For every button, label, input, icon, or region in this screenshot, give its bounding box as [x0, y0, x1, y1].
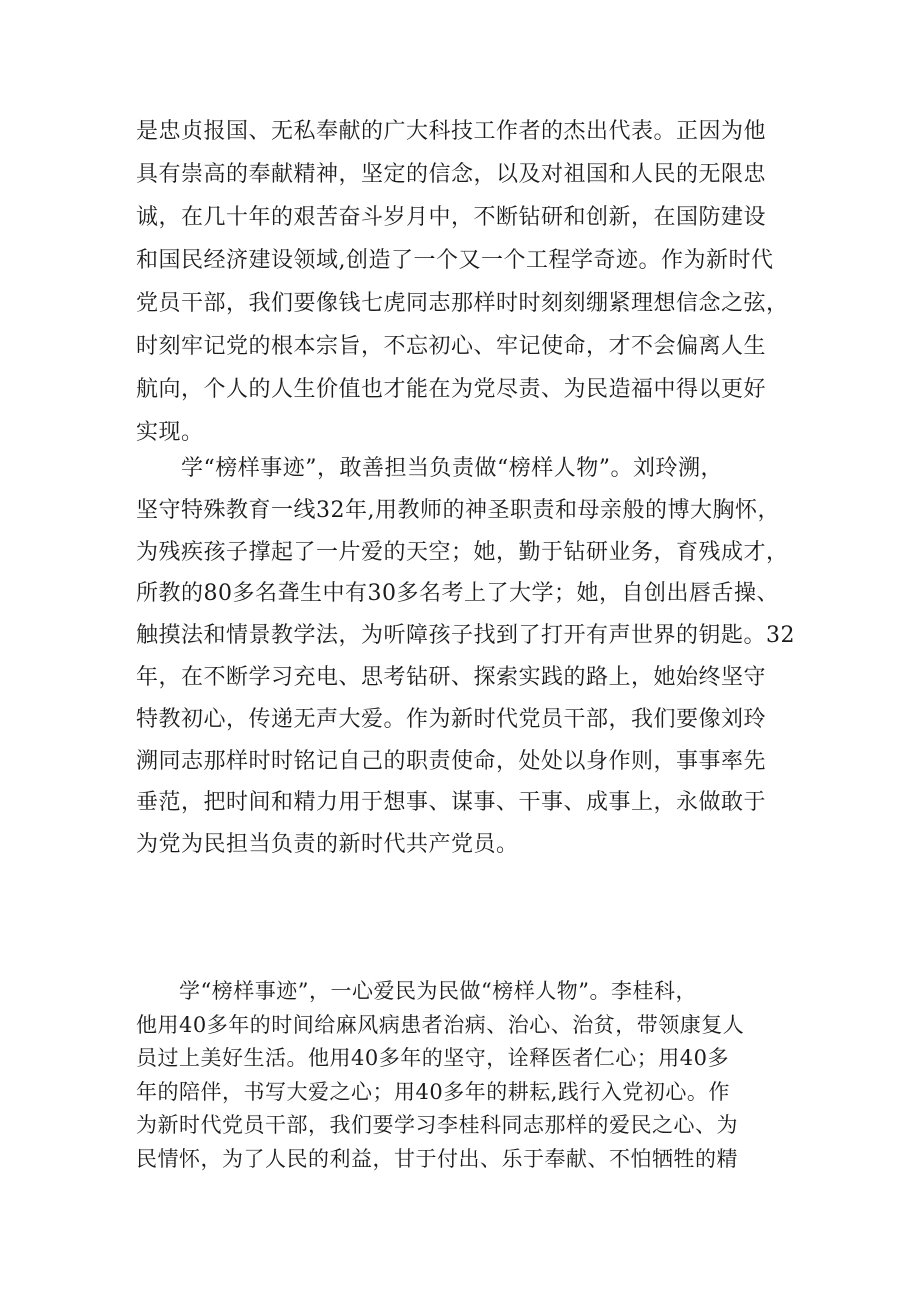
text-line: 时刻牢记党的根本宗旨，不忘初心、牢记使命，才不会偏离人生 — [136, 334, 767, 359]
text-line: 所教的80多名聋生中有30多名考上了大学；她，自创出唇舌操、 — [136, 581, 779, 607]
paragraph-2 — [136, 448, 796, 866]
text-line: 诚，在几十年的艰苦奋斗岁月中，不断钻研和创新，在国防建设 — [136, 205, 767, 230]
text-line: 航向，个人的人生价值也才能在为党尽责、为民造福中得以更好 — [136, 377, 767, 402]
text-line: 坚守特殊教育一线32年,用教师的神圣职责和母亲般的博大胸怀， — [136, 497, 780, 523]
text-line: 垂范，把时间和精力用于想事、谋事、干事、成事上，永做敢于 — [136, 790, 767, 816]
text-line: 年，在不断学习充电、思考钻研、探索实践的路上，她始终坚守 — [136, 664, 767, 690]
text-line: 是忠贞报国、无私奉献的广大科技工作者的杰出代表。正因为他 — [136, 119, 767, 144]
text-line: 员过上美好生活。他用40多年的坚守，诠释医者仁心；用40多 — [136, 1046, 729, 1070]
text-line: 党员干部，我们要像钱七虎同志那样时时刻刻绷紧理想信念之弦， — [136, 291, 789, 316]
paragraph-3 — [136, 975, 796, 1176]
text-line: 特教初心，传递无声大爱。作为新时代党员干部，我们要像刘玲 — [136, 706, 767, 732]
text-line: 学“榜样事迹”，敢善担当负责做“榜样人物”。刘玲溯， — [136, 456, 723, 481]
paragraph-1 — [136, 110, 796, 454]
text-line: 和国民经济建设领域,创造了一个又一个工程学奇迹。作为新时代 — [136, 248, 774, 273]
text-line: 实现。 — [136, 420, 204, 445]
text-line: 学“榜样事迹”，一心爱民为民做“榜样人物”。李桂科， — [136, 979, 697, 1003]
text-line: 民情怀，为了人民的利益，甘于付出、乐于奉献、不怕牺牲的精 — [136, 1146, 738, 1171]
text-line: 为残疾孩子撑起了一片爱的天空；她，勤于钻研业务，育残成才， — [136, 539, 789, 565]
text-line: 溯同志那样时时铭记自己的职责使命，处处以身作则，事事率先 — [136, 748, 767, 774]
text-line: 触摸法和情景教学法，为听障孩子找到了打开有声世界的钥匙。32 — [136, 623, 795, 649]
text-line: 具有崇高的奉献精神，坚定的信念，以及对祖国和人民的无限忠 — [136, 162, 767, 187]
text-line: 年的陪伴，书写大爱之心；用40多年的耕耘,践行入党初心。作 — [136, 1079, 730, 1104]
text-line: 为党为民担当负责的新时代共产党员。 — [136, 832, 519, 858]
text-line: 他用40多年的时间给麻风病患者治病、治心、治贫，带领康复人 — [136, 1012, 745, 1037]
text-line: 为新时代党员干部，我们要学习李桂科同志那样的爱民之心、为 — [136, 1113, 738, 1137]
